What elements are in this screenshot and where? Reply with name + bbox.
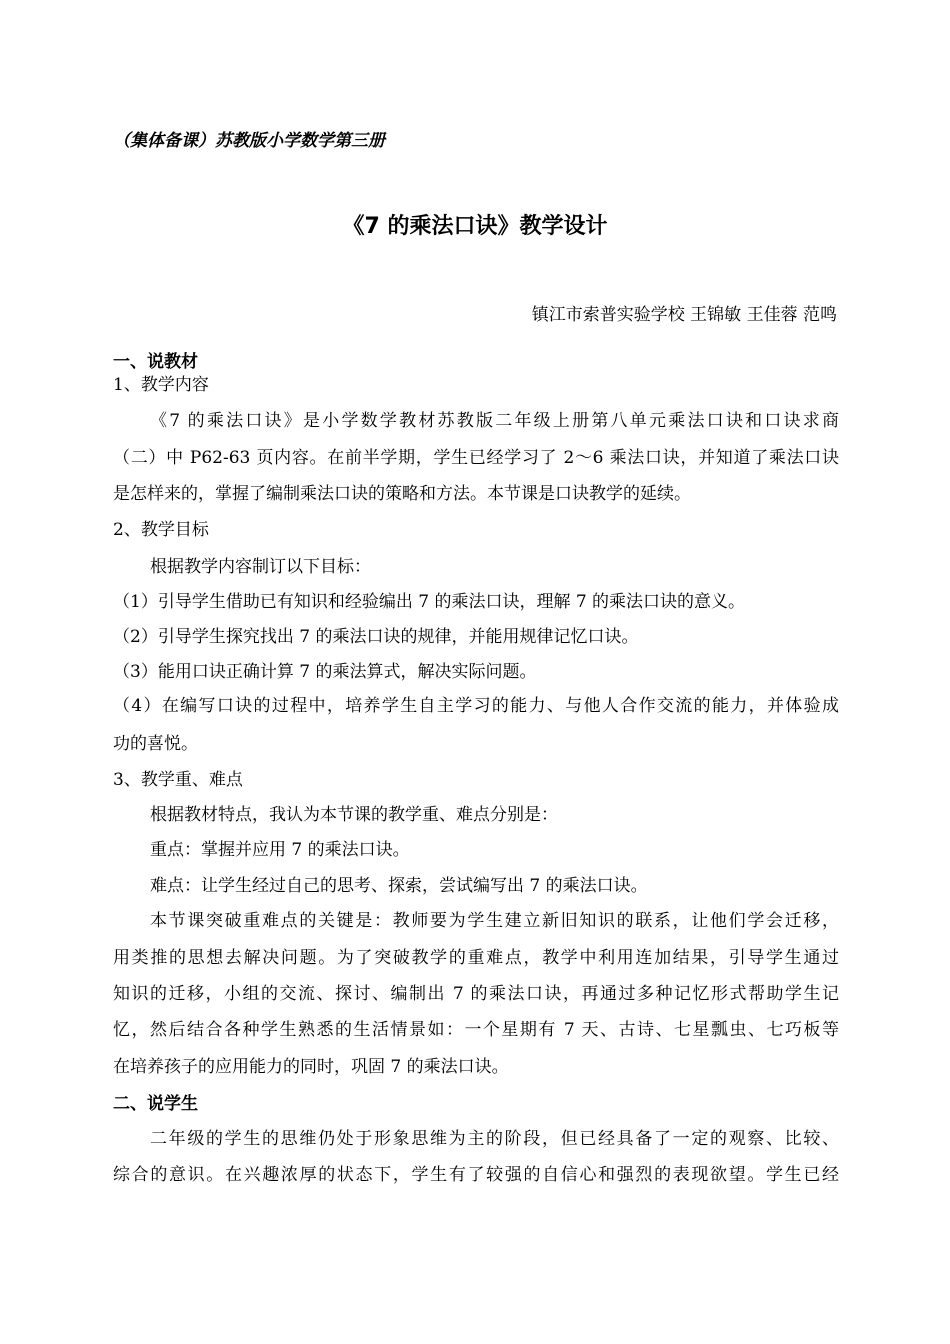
- objective-item: （3）能用口诀正确计算 7 的乘法算式，解决实际问题。: [113, 662, 537, 682]
- paragraph-line: 根据教材特点，我认为本节课的教学重、难点分别是：: [150, 805, 558, 825]
- subsection-heading: 1、教学内容: [113, 375, 209, 395]
- section-heading: 一、说教材: [113, 352, 198, 372]
- subsection-heading: 3、教学重、难点: [113, 770, 243, 790]
- paragraph-line: 难点：让学生经过自己的思考、探索，尝试编写出 7 的乘法口诀。: [150, 876, 648, 896]
- paragraph-line: 重点：掌握并应用 7 的乘法口诀。: [150, 840, 410, 860]
- objective-item: （4）在编写口诀的过程中，培养学生自主学习的能力、与他人合作交流的能力，并体验成: [113, 696, 839, 716]
- objective-item: （1）引导学生借助已有知识和经验编出 7 的乘法口诀，理解 7 的乘法口诀的意义。: [113, 592, 746, 612]
- paragraph-line: 在培养孩子的应用能力的同时，巩固 7 的乘法口诀。: [113, 1057, 509, 1077]
- paragraph-line: 本节课突破重难点的关键是：教师要为学生建立新旧知识的联系，让他们学会迁移，: [150, 911, 839, 931]
- document-title: 《7 的乘法口诀》教学设计: [342, 214, 608, 239]
- paragraph-line: 综合的意识。在兴趣浓厚的状态下，学生有了较强的自信心和强烈的表现欲望。学生已经: [113, 1165, 839, 1185]
- author-line: 镇江市索普实验学校 王锦敏 王佳蓉 范鸣: [531, 305, 837, 325]
- paragraph-line: 知识的迁移，小组的交流、探讨、编制出 7 的乘法口诀，再通过多种记忆形式帮助学生记: [113, 984, 839, 1004]
- paragraph-line: 功的喜悦。: [113, 734, 198, 754]
- objective-item: （2）引导学生探究找出 7 的乘法口诀的规律，并能用规律记忆口诀。: [113, 627, 639, 647]
- paragraph-line: 根据教学内容制订以下目标：: [150, 557, 371, 577]
- header-note: （集体备课）苏教版小学数学第三册: [113, 131, 385, 151]
- paragraph-line: 用类推的思想去解决问题。为了突破教学的重难点，教学中利用连加结果，引导学生通过: [113, 948, 839, 968]
- paragraph-line: 忆，然后结合各种学生熟悉的生活情景如：一个星期有 7 天、古诗、七星瓢虫、七巧板等: [113, 1020, 839, 1040]
- paragraph-line: 是怎样来的，掌握了编制乘法口诀的策略和方法。本节课是口诀教学的延续。: [113, 484, 691, 504]
- paragraph-line: （二）中 P62-63 页内容。在前半学期，学生已经学习了 2～6 乘法口诀，并知道了乘法口诀: [113, 448, 839, 468]
- paragraph-line: 《7 的乘法口诀》是小学数学教材苏教版二年级上册第八单元乘法口诀和口诀求商: [150, 411, 839, 431]
- subsection-heading: 2、教学目标: [113, 520, 209, 540]
- section-heading: 二、说学生: [113, 1094, 198, 1114]
- paragraph-line: 二年级的学生的思维仍处于形象思维为主的阶段，但已经具备了一定的观察、比较、: [150, 1129, 839, 1149]
